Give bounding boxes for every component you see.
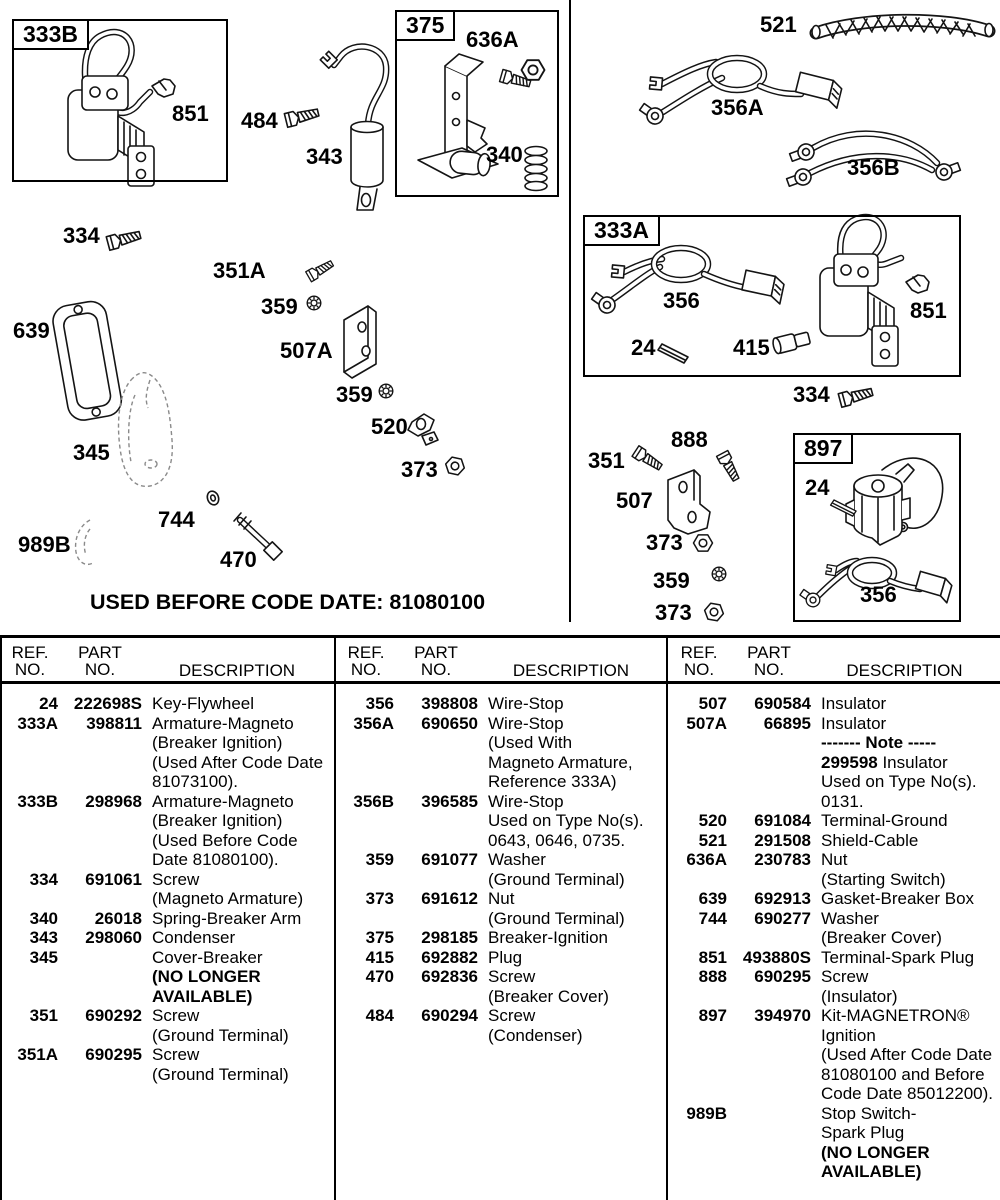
header-ref-line1: REF. — [680, 643, 718, 662]
part-label-351A: 351A — [213, 258, 266, 283]
table-row — [671, 811, 998, 831]
part-label-356: 356 — [663, 288, 700, 313]
table-rows — [671, 694, 998, 1182]
description — [811, 948, 998, 968]
description — [811, 967, 998, 1006]
nut-373-drawing — [703, 602, 725, 621]
description — [142, 792, 332, 870]
description-line: Screw — [821, 967, 869, 986]
part-label-888: 888 — [671, 427, 708, 452]
description-line: Screw — [488, 967, 536, 986]
header-part — [58, 638, 142, 681]
part-label-334: 334 — [793, 382, 830, 407]
ref-no: 356B — [353, 791, 394, 811]
ref-no: 340 — [29, 908, 58, 928]
ref-no: 507 — [698, 694, 727, 713]
header-ref-line2: NO. — [683, 659, 715, 679]
description — [142, 1006, 332, 1045]
part-no: 691084 — [754, 811, 811, 830]
description-line: Screw — [152, 1006, 200, 1025]
part-label-24: 24 — [805, 475, 830, 500]
table-row — [671, 909, 998, 948]
condenser-343-drawing — [320, 47, 386, 210]
washer-359-drawing — [379, 384, 393, 398]
table-row — [2, 1006, 332, 1045]
screw-484-drawing — [284, 106, 319, 128]
table-row — [338, 694, 664, 714]
description-line: Screw — [152, 1045, 200, 1064]
ref-no: 24 — [39, 694, 58, 713]
description-line: ------- Note ----- — [821, 733, 937, 752]
part-label-24: 24 — [631, 335, 656, 360]
part-no: 493880S — [742, 947, 811, 967]
description-line: Screw — [488, 1006, 536, 1025]
table-row — [671, 714, 998, 812]
screw-351-drawing — [632, 446, 664, 473]
header-part-line1: PART — [414, 643, 458, 662]
description-line: Washer — [488, 850, 546, 869]
part-label-359: 359 — [336, 382, 373, 407]
part-no: 690295 — [754, 967, 811, 986]
part-no: 298968 — [85, 791, 142, 811]
part-no: 692836 — [421, 967, 478, 986]
description — [478, 948, 664, 968]
description-line: Magneto Armature, — [488, 752, 633, 772]
part-label-356: 356 — [860, 582, 897, 607]
insulator-507a-drawing — [344, 306, 376, 378]
header-part — [727, 638, 811, 681]
description-line: Insulator — [821, 713, 887, 733]
description-segment: Insulator — [877, 752, 948, 772]
table-row — [671, 694, 998, 714]
description-line — [821, 753, 998, 773]
description — [478, 1006, 664, 1045]
description-line: (Used With — [488, 733, 573, 752]
part-no: 398811 — [86, 713, 142, 733]
description — [811, 889, 998, 909]
description-line: (Ground Terminal) — [152, 1025, 289, 1045]
part-label-373: 373 — [401, 457, 438, 482]
part-label-373: 373 — [646, 530, 683, 555]
ref-no: 343 — [29, 928, 58, 947]
screw-351a-drawing — [306, 258, 335, 281]
header-ref — [671, 638, 727, 681]
description — [142, 909, 332, 929]
description — [142, 928, 332, 948]
part-label-639: 639 — [13, 318, 50, 343]
parts-table-column-3 — [671, 638, 998, 1182]
part-no: 690584 — [754, 694, 811, 713]
table-row — [671, 967, 998, 1006]
description-line: Kit-MAGNETRON® — [821, 1006, 970, 1025]
table-row — [2, 909, 332, 929]
description — [811, 714, 998, 812]
description-line: (Magneto Armature) — [152, 889, 304, 908]
ref-no: 415 — [365, 947, 394, 967]
table-divider-2 — [666, 635, 668, 1200]
description — [811, 1006, 998, 1104]
nut-373-drawing — [694, 535, 713, 551]
part-no: 690292 — [85, 1006, 142, 1025]
washer-744-drawing — [205, 490, 220, 507]
description — [811, 850, 998, 889]
description-line: Shield-Cable — [821, 830, 919, 850]
table-row — [2, 928, 332, 948]
part-no: 298185 — [421, 928, 478, 947]
header-part — [394, 638, 478, 681]
terminal-520-drawing — [408, 414, 438, 445]
description-line: Key-Flywheel — [152, 694, 255, 713]
description-line: (Used After Code Date — [152, 752, 324, 772]
description-line: 81080100 and Before — [821, 1064, 985, 1084]
part-label-851: 851 — [172, 101, 209, 126]
description — [811, 909, 998, 948]
description-line: Nut — [821, 850, 848, 869]
description-line: Wire-Stop — [488, 694, 564, 713]
part-no: 230783 — [754, 850, 811, 869]
part-no: 398808 — [421, 694, 478, 713]
part-no: 690650 — [421, 713, 478, 733]
description-line: (Insulator) — [821, 986, 898, 1006]
part-label-356A: 356A — [711, 95, 764, 120]
description-line: (Starting Switch) — [821, 869, 946, 889]
part-label-334: 334 — [63, 223, 100, 248]
header-part-line2: NO. — [84, 659, 116, 679]
table-row — [2, 948, 332, 1007]
description-line: Stop Switch- — [821, 1103, 917, 1123]
ref-no: 373 — [365, 889, 394, 908]
table-row — [338, 1006, 664, 1045]
ref-no: 744 — [698, 908, 727, 928]
part-no: 222698S — [73, 694, 142, 713]
ref-no: 345 — [29, 947, 58, 967]
table-rows — [2, 694, 332, 1084]
part-no: 291508 — [754, 830, 811, 850]
description-segment: 299598 — [821, 752, 878, 772]
part-no: 690277 — [754, 908, 811, 928]
part-label-484: 484 — [241, 108, 278, 133]
header-part-line1: PART — [78, 643, 122, 662]
part-label-507: 507 — [616, 488, 653, 513]
description-line: Screw — [152, 869, 200, 889]
table-row — [338, 792, 664, 851]
description — [478, 792, 664, 851]
part-no: 690295 — [85, 1045, 142, 1064]
ref-no: 334 — [29, 869, 58, 889]
description — [478, 967, 664, 1006]
part-no: 691077 — [421, 850, 478, 869]
description-line: Wire-Stop — [488, 791, 564, 811]
table-row — [2, 792, 332, 870]
description-line: (Used After Code Date — [821, 1045, 993, 1064]
header-ref-line2: NO. — [14, 659, 46, 679]
diagram-divider — [569, 0, 571, 622]
washer-359-drawing — [307, 296, 321, 310]
description-line: (Ground Terminal) — [152, 1064, 289, 1084]
ref-no: 521 — [698, 830, 727, 850]
table-row — [671, 948, 998, 968]
description-line: Spring-Breaker Arm — [152, 908, 302, 928]
description-line: AVAILABLE) — [152, 986, 253, 1006]
part-label-989B: 989B — [18, 532, 71, 557]
description-line: (Breaker Cover) — [488, 986, 609, 1006]
description-line: Breaker-Ignition — [488, 928, 609, 947]
parts-table-column-2 — [338, 638, 664, 1045]
description-line: (NO LONGER — [821, 1142, 930, 1162]
screw-334-drawing — [838, 385, 873, 407]
header-ref-line2: NO. — [350, 659, 382, 679]
description-line: Spark Plug — [821, 1123, 905, 1142]
description — [811, 694, 998, 714]
part-no: 692913 — [754, 889, 811, 908]
description — [478, 850, 664, 889]
header-description: DESCRIPTION — [846, 660, 963, 680]
washer-359-drawing — [712, 567, 726, 581]
part-label-356B: 356B — [847, 155, 900, 180]
table-divider-1 — [334, 635, 336, 1200]
part-label-744: 744 — [158, 507, 195, 532]
group-box-label-375: 375 — [395, 10, 455, 41]
description-line: Insulator — [821, 694, 887, 713]
header-description: DESCRIPTION — [512, 660, 630, 680]
cover-345-drawing — [119, 373, 173, 487]
description-line: (Ground Terminal) — [488, 908, 625, 928]
screw-334-drawing — [106, 228, 141, 250]
ref-no: 897 — [698, 1006, 727, 1025]
ref-no: 333A — [17, 713, 58, 733]
description-line: (NO LONGER — [152, 967, 261, 986]
description — [478, 694, 664, 714]
description-line: Used on Type No(s). — [821, 772, 977, 791]
description-line: Washer — [821, 908, 879, 928]
part-no: 691061 — [85, 869, 142, 889]
header-ref-line1: REF. — [347, 643, 385, 662]
description — [478, 928, 664, 948]
part-label-345: 345 — [73, 440, 110, 465]
ref-no: 636A — [686, 850, 727, 869]
ref-no: 851 — [698, 947, 727, 967]
table-row — [338, 850, 664, 889]
ref-no: 351 — [29, 1006, 58, 1025]
ref-no: 989B — [686, 1103, 727, 1123]
header-ref-line1: REF. — [11, 643, 49, 662]
screw-888-drawing — [717, 450, 742, 482]
table-row — [338, 967, 664, 1006]
description — [811, 811, 998, 831]
description — [142, 870, 332, 909]
part-no: 691612 — [421, 889, 478, 908]
description-line: (Breaker Cover) — [821, 928, 942, 947]
shield-cable-521-drawing — [812, 17, 993, 39]
ref-no: 470 — [365, 967, 394, 986]
ref-no: 333B — [17, 791, 58, 811]
description — [478, 714, 664, 792]
gasket-639-drawing — [50, 299, 123, 423]
part-no: 394970 — [754, 1006, 811, 1025]
part-no: 690294 — [421, 1006, 478, 1025]
table-header — [338, 638, 664, 681]
part-label-636A: 636A — [466, 27, 519, 52]
ref-no: 351A — [17, 1045, 58, 1064]
insulator-507-drawing — [668, 470, 710, 534]
description-line: (Breaker Ignition) — [152, 733, 283, 752]
table-row — [671, 831, 998, 851]
header-description: DESCRIPTION — [178, 660, 296, 680]
part-label-520: 520 — [371, 414, 408, 439]
table-row — [671, 1104, 998, 1182]
description-line: Armature-Magneto — [152, 713, 294, 733]
table-row — [338, 948, 664, 968]
description-line: 0643, 0646, 0735. — [488, 830, 626, 850]
description-line: Terminal-Ground — [821, 811, 948, 830]
description — [142, 714, 332, 792]
description — [811, 831, 998, 851]
description-line: (Used Before Code — [152, 830, 298, 850]
ref-no: 888 — [698, 967, 727, 986]
ref-no: 520 — [698, 811, 727, 830]
table-row — [338, 889, 664, 928]
part-label-343: 343 — [306, 144, 343, 169]
header-part-line2: NO. — [753, 659, 785, 679]
table-row — [2, 870, 332, 909]
description-line: AVAILABLE) — [821, 1162, 922, 1181]
description-line: 81073100). — [152, 772, 239, 791]
ref-no: 639 — [698, 889, 727, 908]
cap-989b-drawing — [76, 520, 93, 564]
ref-no: 507A — [686, 713, 727, 733]
description-line: Condenser — [152, 928, 236, 947]
group-box-label-897: 897 — [793, 433, 853, 464]
code-date-caption: USED BEFORE CODE DATE: 81080100 — [90, 590, 486, 614]
table-row — [671, 1006, 998, 1104]
description-line: Nut — [488, 889, 515, 908]
description — [811, 1104, 998, 1182]
description-line: 0131. — [821, 791, 864, 811]
description-line: Ignition — [821, 1025, 876, 1045]
description — [142, 948, 332, 1007]
part-label-470: 470 — [220, 547, 257, 572]
parts-table-column-1 — [2, 638, 332, 1084]
part-label-359: 359 — [261, 294, 298, 319]
group-box-label-333A: 333A — [583, 215, 660, 246]
part-label-521: 521 — [760, 12, 797, 37]
description-line: Cover-Breaker — [152, 947, 263, 967]
part-label-507A: 507A — [280, 338, 333, 363]
description-line: Gasket-Breaker Box — [821, 889, 975, 908]
table-row — [338, 928, 664, 948]
ref-no: 484 — [365, 1006, 394, 1025]
description-line: Code Date 85012200). — [821, 1084, 994, 1103]
header-ref — [338, 638, 394, 681]
header-part-line2: NO. — [420, 659, 452, 679]
description-line: Terminal-Spark Plug — [821, 947, 975, 967]
description-line: (Condenser) — [488, 1025, 583, 1045]
table-row — [671, 850, 998, 889]
table-rows — [338, 694, 664, 1045]
ref-no: 375 — [365, 928, 394, 947]
header-part-line1: PART — [747, 643, 791, 662]
ref-no: 356 — [365, 694, 394, 713]
description-line: Date 81080100). — [152, 850, 279, 869]
part-no: 66895 — [763, 713, 811, 733]
description-line: Used on Type No(s). — [488, 811, 644, 830]
description — [142, 1045, 332, 1084]
description-line: Reference 333A) — [488, 772, 617, 791]
table-row — [2, 1045, 332, 1084]
description-line: Plug — [488, 947, 523, 967]
table-row — [2, 714, 332, 792]
part-no: 396585 — [421, 791, 478, 811]
part-no: 692882 — [421, 947, 478, 967]
nut-373-drawing — [444, 456, 466, 476]
table-header — [2, 638, 332, 681]
table-row — [338, 714, 664, 792]
table-header — [671, 638, 998, 681]
ref-no: 359 — [365, 850, 394, 869]
header-ref — [2, 638, 58, 681]
part-label-851: 851 — [910, 298, 947, 323]
description-line: Wire-Stop — [488, 713, 564, 733]
part-label-359: 359 — [653, 568, 690, 593]
part-label-415: 415 — [733, 335, 770, 360]
description — [142, 694, 332, 714]
table-row — [671, 889, 998, 909]
group-box-label-333B: 333B — [12, 19, 89, 50]
part-label-351: 351 — [588, 448, 625, 473]
part-no: 298060 — [85, 928, 142, 947]
description-line: Armature-Magneto — [152, 791, 294, 811]
description — [478, 889, 664, 928]
description-line: (Breaker Ignition) — [152, 811, 283, 830]
part-label-373: 373 — [655, 600, 692, 625]
table-row — [2, 694, 332, 714]
part-no: 26018 — [94, 908, 142, 928]
description-line: (Ground Terminal) — [488, 869, 625, 889]
ref-no: 356A — [353, 713, 394, 733]
part-label-340: 340 — [486, 142, 523, 167]
